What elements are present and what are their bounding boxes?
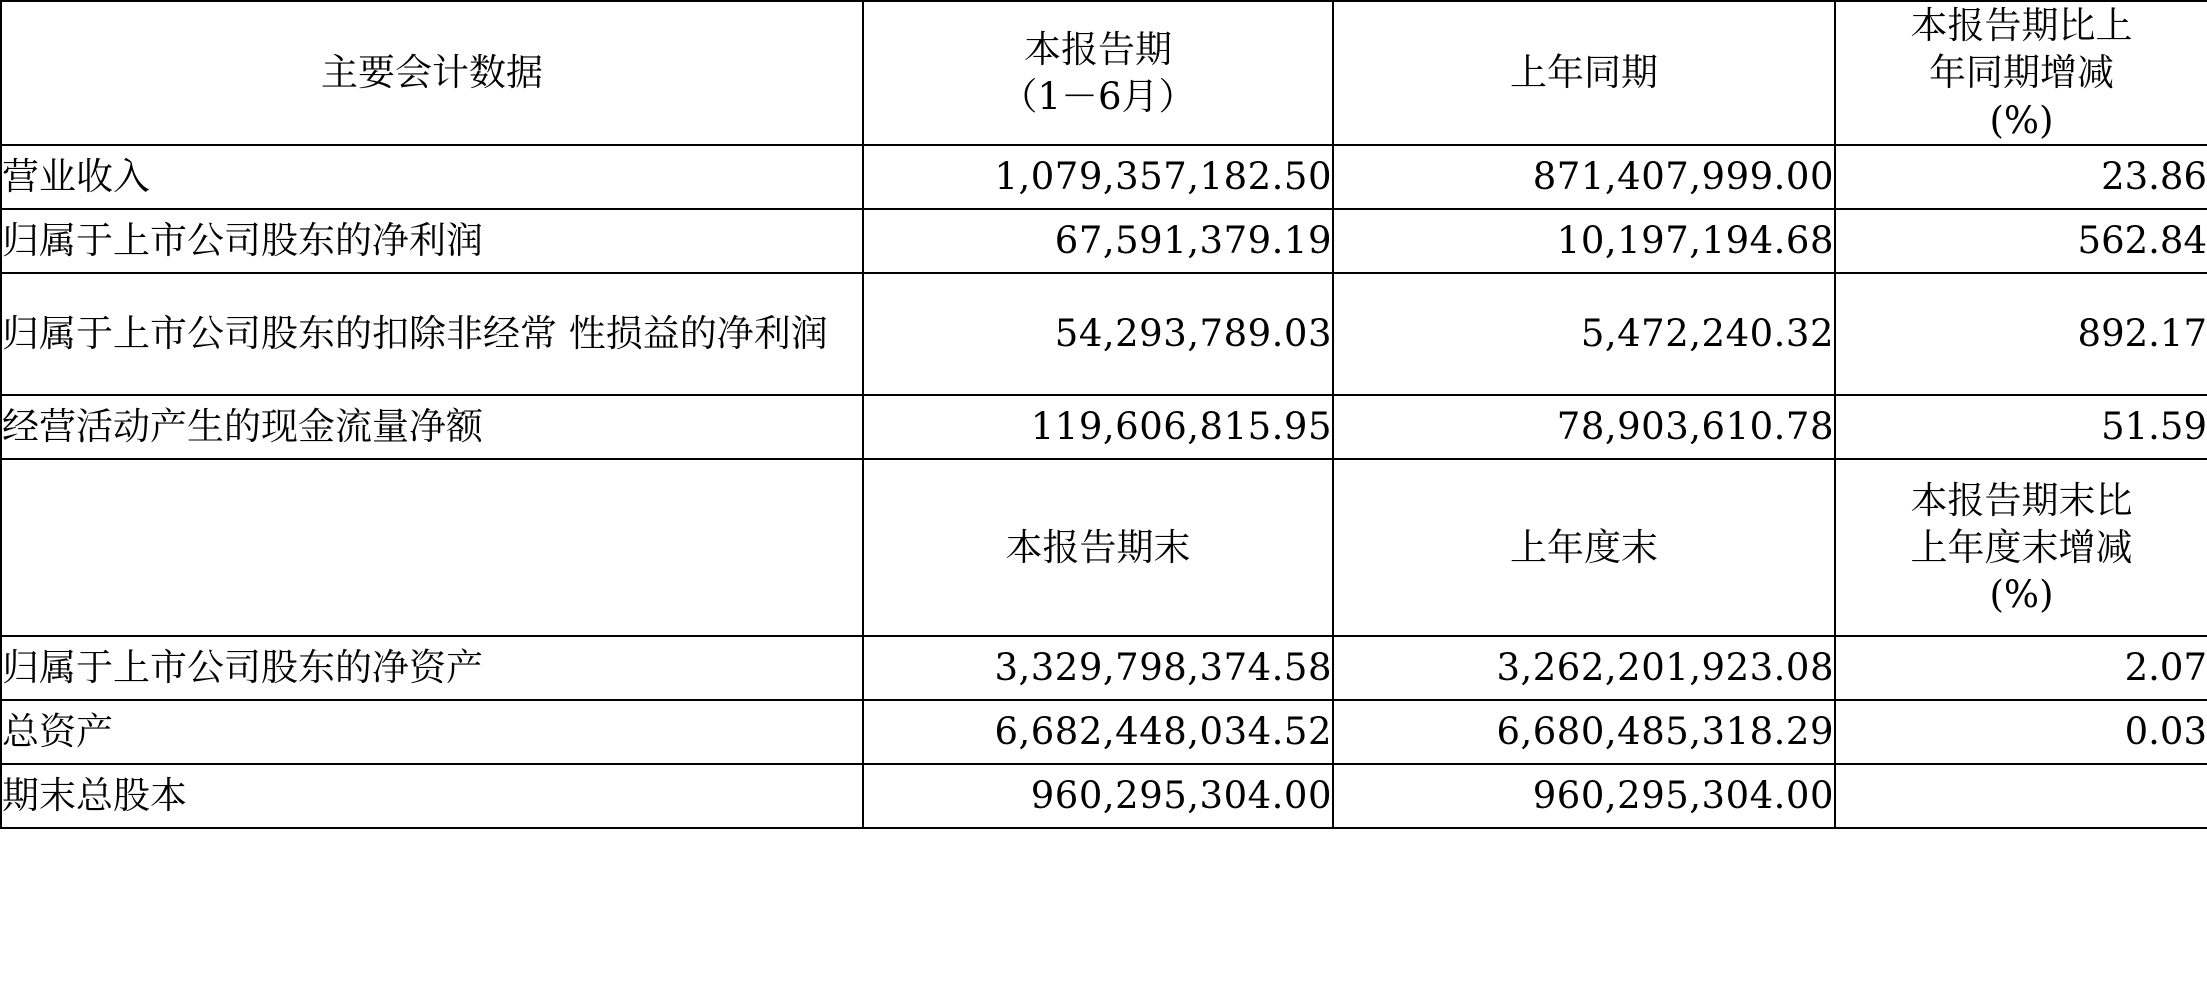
header-label-endperiod-change-line1: 本报告期末比 [1910, 478, 2133, 522]
row-value-total-assets-change: 0.03 [1835, 700, 2207, 764]
row-value-net-profit-deducted-current: 54,293,789.03 [863, 273, 1333, 395]
table-row [1, 209, 2207, 273]
header-cell-end-of-last-year [1333, 459, 1835, 636]
header-label-end-of-period: 本报告期末 [1005, 525, 1191, 569]
header-label-main-items: 主要会计数据 [321, 51, 543, 95]
row-label-net-assets: 归属于上市公司股东的净资产 [1, 636, 863, 700]
header-cell-current-period [863, 1, 1333, 145]
header-label-period-change-line1: 本报告期比上 [1910, 4, 2133, 47]
row-label-operating-cashflow: 经营活动产生的现金流量净额 [1, 395, 863, 459]
row-label-net-profit-deducted-line1: 归属于上市公司股东的扣除非经常 [2, 312, 557, 356]
row-value-net-assets-change: 2.07 [1835, 636, 2207, 700]
table-header-row-endperiod [1, 459, 2207, 636]
row-value-revenue-previous: 871,407,999.00 [1333, 145, 1835, 209]
row-label-net-profit-deducted [1, 273, 863, 395]
table-header-row-period [1, 1, 2207, 145]
row-value-net-profit-deducted-change: 892.17 [1835, 273, 2207, 395]
table-row [1, 145, 2207, 209]
row-label-total-share-capital: 期末总股本 [1, 764, 863, 828]
row-value-net-profit-change: 562.84 [1835, 209, 2207, 273]
header-label-period-change-line2: 年同期增减 [1929, 51, 2114, 95]
header-label-endperiod-change-line2: 上年度末增减 [1910, 525, 2133, 569]
row-label-revenue: 营业收入 [1, 145, 863, 209]
row-value-net-profit-deducted-previous: 5,472,240.32 [1333, 273, 1835, 395]
row-label-net-profit: 归属于上市公司股东的净利润 [1, 209, 863, 273]
header-label-period-change-line3: (%) [1989, 98, 2054, 142]
table-row [1, 764, 2207, 828]
row-value-total-share-capital-change [1835, 764, 2207, 828]
row-value-total-assets-current: 6,682,448,034.52 [863, 700, 1333, 764]
header-label-current-period-line2: （1－6月） [1000, 75, 1196, 119]
header-label-end-of-last-year: 上年度末 [1510, 525, 1658, 569]
header-cell-previous-period [1333, 1, 1835, 145]
header-cell-endperiod-change [1835, 459, 2207, 636]
row-label-net-profit-deducted-line2: 性损益的净利润 [568, 312, 828, 356]
row-value-net-assets-previous: 3,262,201,923.08 [1333, 636, 1835, 700]
header-cell-period-change [1835, 1, 2207, 145]
row-value-revenue-change: 23.86 [1835, 145, 2207, 209]
row-value-total-assets-previous: 6,680,485,318.29 [1333, 700, 1835, 764]
header-label-current-period-line1: 本报告期 [1024, 27, 1172, 71]
table-row [1, 273, 2207, 395]
table-row [1, 395, 2207, 459]
row-value-revenue-current: 1,079,357,182.50 [863, 145, 1333, 209]
row-value-net-assets-current: 3,329,798,374.58 [863, 636, 1333, 700]
header-cell-end-of-period [863, 459, 1333, 636]
header-cell-main-items [1, 1, 863, 145]
header-label-previous-period: 上年同期 [1510, 51, 1658, 95]
row-value-total-share-capital-current: 960,295,304.00 [863, 764, 1333, 828]
row-value-net-profit-current: 67,591,379.19 [863, 209, 1333, 273]
row-label-total-assets: 总资产 [1, 700, 863, 764]
header-label-endperiod-change-line3: (%) [1989, 573, 2054, 617]
row-value-operating-cashflow-change: 51.59 [1835, 395, 2207, 459]
row-value-total-share-capital-previous: 960,295,304.00 [1333, 764, 1835, 828]
table-row [1, 636, 2207, 700]
row-value-operating-cashflow-current: 119,606,815.95 [863, 395, 1333, 459]
row-value-net-profit-previous: 10,197,194.68 [1333, 209, 1835, 273]
header-cell-endperiod-blank [1, 459, 863, 636]
table-row [1, 700, 2207, 764]
row-value-operating-cashflow-previous: 78,903,610.78 [1333, 395, 1835, 459]
